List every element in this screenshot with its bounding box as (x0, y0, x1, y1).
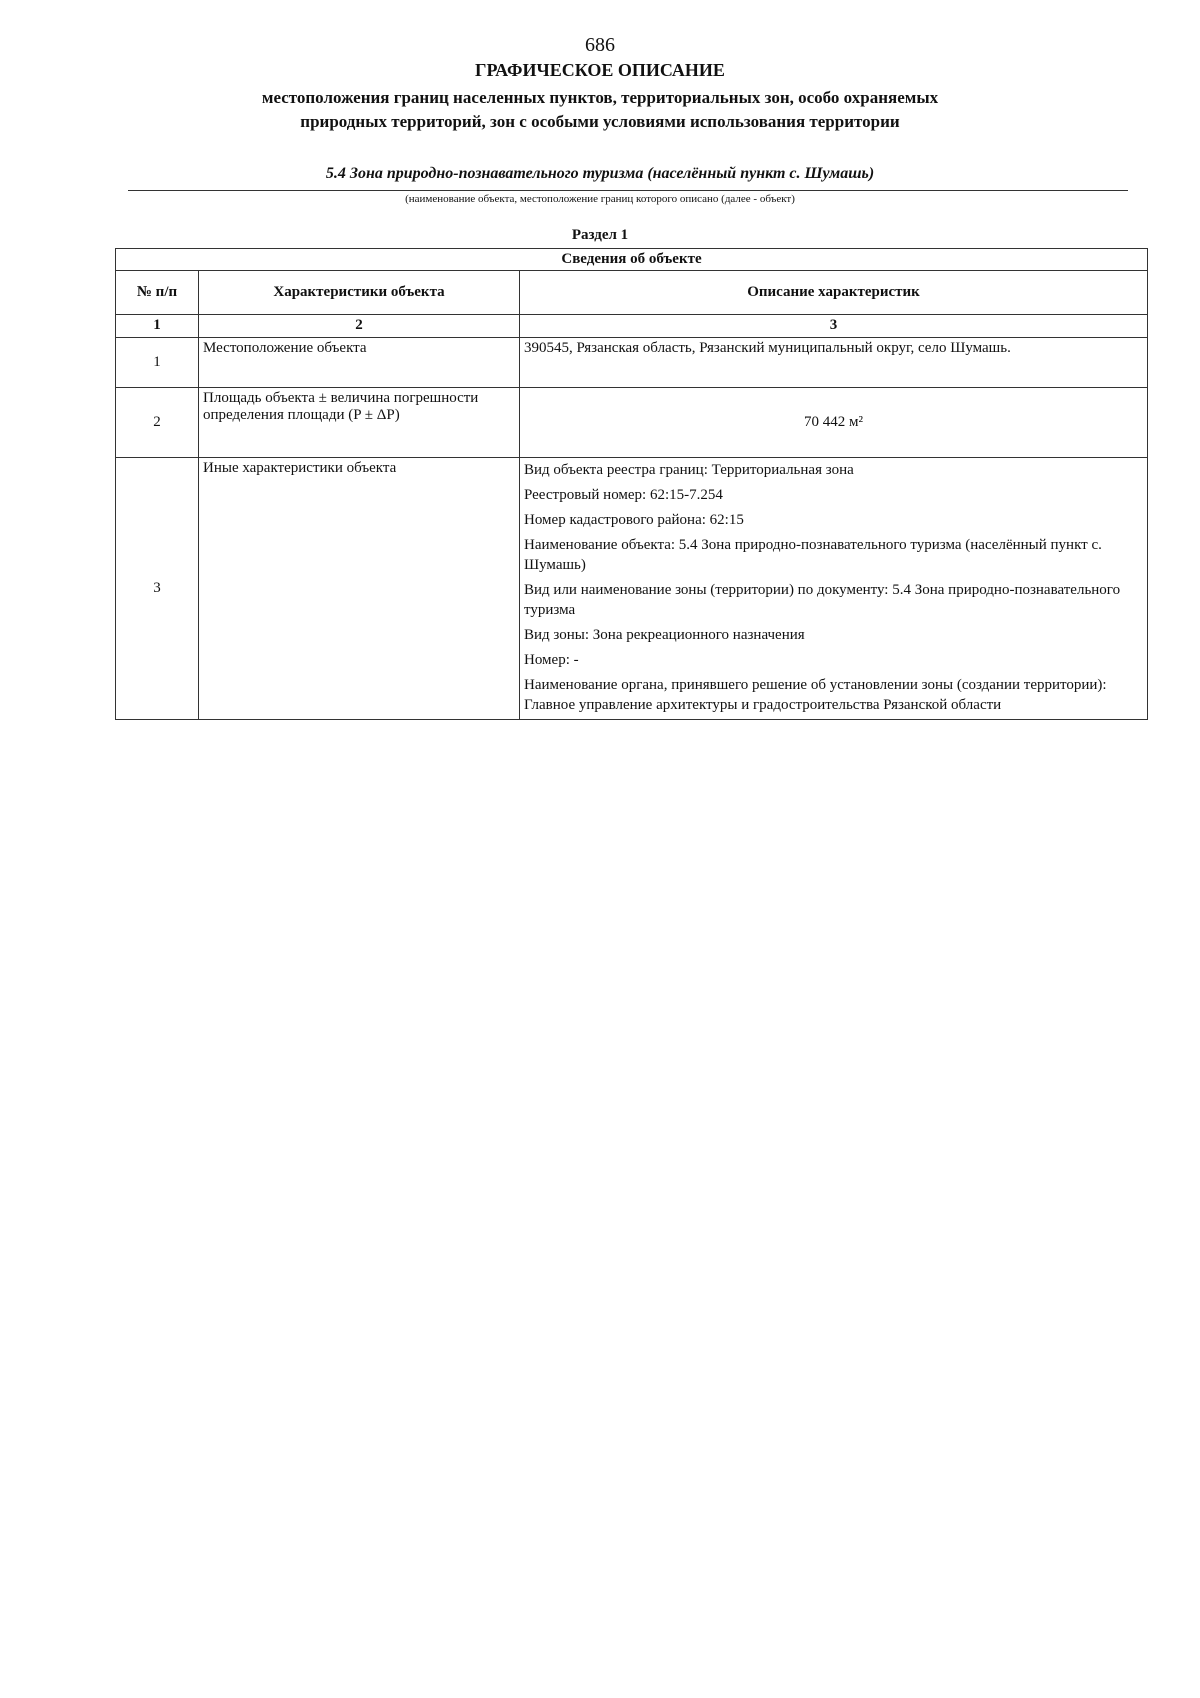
column-number-row (116, 315, 1148, 338)
header-characteristic: Характеристики объекта (199, 271, 520, 315)
page-number: 686 (585, 34, 615, 56)
row-description: 70 442 м² (520, 388, 1148, 458)
object-name: 5.4 Зона природно-познавательного туризма (населённый пункт с. Шумашь) (325, 165, 875, 182)
row-characteristic: Иные характеристики объекта (199, 458, 520, 720)
table-row (116, 338, 1148, 388)
object-caption: (наименование объекта, местоположение границ которого описано (далее - объект) (405, 193, 795, 205)
row-number: 2 (116, 388, 199, 458)
underline-rule (128, 190, 1128, 191)
row-description (520, 458, 1148, 720)
header-number: № п/п (116, 271, 199, 315)
description-line: Наименование органа, принявшего решение об установлении зоны (создании территории): Главное управление архитектуры и градостроительства Рязанской области (524, 677, 1107, 713)
description-line: Номер кадастрового района: 62:15 (524, 512, 744, 528)
description-line: Вид зоны: Зона рекреационного назначения (524, 627, 805, 643)
table-row (116, 388, 1148, 458)
description-line: Номер: - (524, 652, 579, 668)
column-number: 2 (199, 315, 520, 338)
row-description: 390545, Рязанская область, Рязанский муниципальный округ, село Шумашь. (520, 338, 1148, 388)
description-line: Реестровый номер: 62:15-7.254 (524, 487, 723, 503)
header-description: Описание характеристик (520, 271, 1148, 315)
description-line: Наименование объекта: 5.4 Зона природно-познавательного туризма (населённый пункт с. Шумашь) (524, 537, 1102, 573)
description-line: Вид объекта реестра границ: Территориальная зона (524, 462, 854, 478)
column-number: 1 (116, 315, 199, 338)
column-number: 3 (520, 315, 1148, 338)
row-number: 3 (116, 458, 199, 720)
description-line: Вид или наименование зоны (территории) по документу: 5.4 Зона природно-познавательного туризма (524, 582, 1121, 618)
section-title: Раздел 1 (571, 227, 629, 243)
row-characteristic: Площадь объекта ± величина погрешности определения площади (P ± ΔP) (199, 388, 520, 458)
row-characteristic: Местоположение объекта (199, 338, 520, 388)
table-row (116, 458, 1148, 720)
table-caption: Сведения об объекте (116, 249, 1148, 271)
object-info-table (115, 248, 1148, 720)
document-subtitle: местоположения границ населенных пунктов, территориальных зон, особо охраняемых природных территорий, зон с особыми условиями использования территории (261, 88, 939, 131)
row-number: 1 (116, 338, 199, 388)
document-title: ГРАФИЧЕСКОЕ ОПИСАНИЕ (475, 60, 725, 80)
